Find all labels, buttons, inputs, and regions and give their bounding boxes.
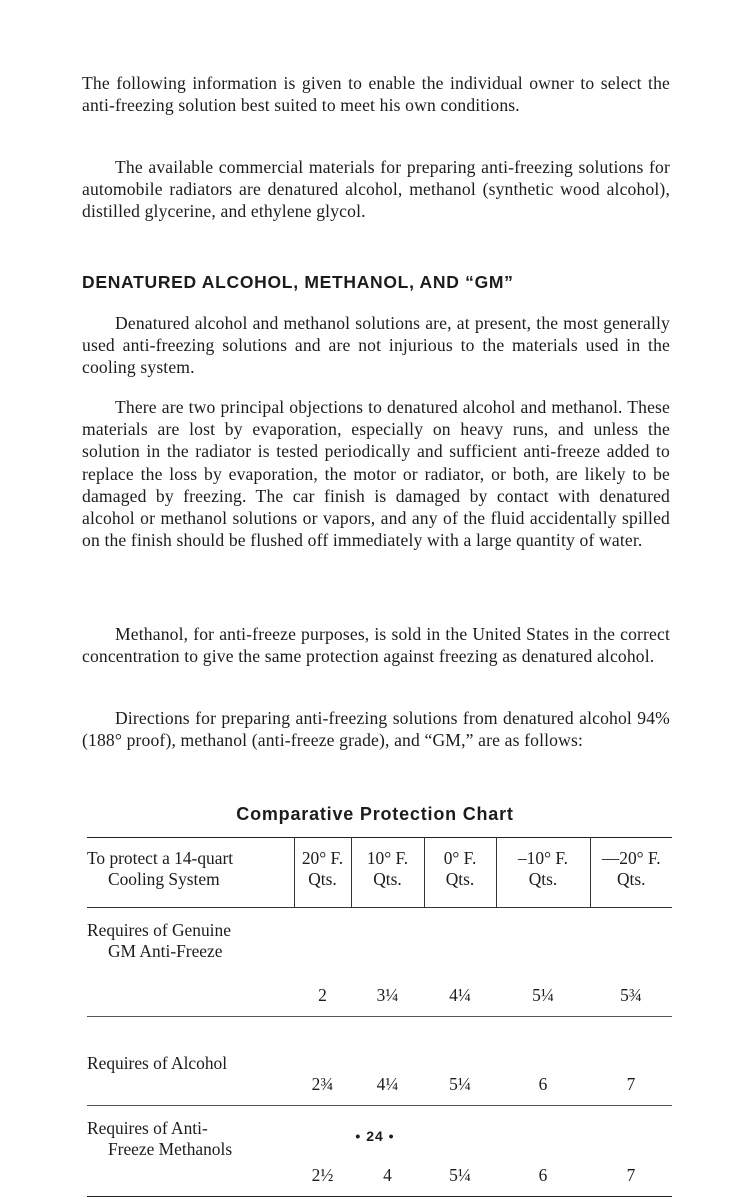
intro-paragraph: [82, 72, 670, 116]
temp-label: 20° F.: [301, 848, 344, 868]
row-label: [87, 1017, 294, 1106]
temp-label: 0° F.: [443, 848, 477, 868]
table-row-gm-antifreeze: [87, 908, 672, 1017]
page-number: • 24 •: [355, 1128, 395, 1144]
value-cell: 3¼: [376, 985, 399, 1005]
usage-text: Denatured alcohol and methanol solutions are, at present, the most generally used anti-freezing solutions and are not injurious to the materials used in the cooling system.: [82, 313, 670, 378]
chart-header-row: [87, 838, 672, 908]
value-cell: 7: [626, 1074, 636, 1094]
value-cell: 5¼: [449, 1165, 471, 1185]
directions-paragraph: [82, 707, 670, 751]
value-cell: 6: [538, 1165, 548, 1185]
usage-paragraph: [82, 312, 670, 379]
row-label: [87, 908, 294, 1017]
value-cell: 4: [383, 1165, 392, 1185]
value-cell: 5¼: [532, 985, 554, 1005]
value-cell: 7: [626, 1165, 636, 1185]
value-cell: 2: [318, 985, 327, 1005]
temp-label: –10° F.: [517, 848, 568, 868]
header-label-line2: Cooling System: [108, 869, 220, 889]
row-label-line1: Requires of Alcohol: [87, 1052, 228, 1073]
row-label-line2: GM Anti-Freeze: [108, 941, 223, 961]
temp-label: 10° F.: [366, 848, 409, 868]
row-label-line1: Requires of Anti-: [87, 1118, 208, 1138]
directions-text: Directions for preparing anti-freezing solutions from denatured alcohol 94% (188° proof), methanol (anti-freeze grade), and “GM,” are as follows:: [82, 708, 670, 751]
row-label-line1: Requires of Genuine: [87, 920, 231, 940]
table-row-methanols: [87, 1106, 672, 1197]
row-label: [87, 1106, 294, 1197]
unit-label: Qts.: [373, 869, 402, 889]
objections-text: There are two principal objections to denatured alcohol and methanol. These materials are lost by evaporation, especially on heavy runs, and unless the solution in the radiator is tested periodically and sufficient anti-freeze added to replace the loss by evaporation, the motor or radiator, or both, are likely to be damaged by freezing. The car finish is damaged by contact with denatured alcohol or methanol solutions or vapors, and any of the fluid accidentally spilled on the finish should be flushed off immediately with a large quantity of water.: [82, 397, 670, 551]
section-heading: DENATURED ALCOHOL, METHANOL, AND “GM”: [82, 272, 514, 292]
value-cell: 4¼: [376, 1074, 399, 1094]
value-cell: 5¾: [620, 985, 642, 1005]
table-row-alcohol: [87, 1017, 672, 1106]
materials-paragraph: [82, 156, 670, 223]
header-temp-minus10f: [496, 838, 590, 908]
intro-text: The following information is given to enable the individual owner to select the anti-freezing solution best suited to meet his own conditions.: [82, 73, 670, 116]
value-cell: 2½: [311, 1165, 334, 1185]
value-cell: 5¼: [449, 1074, 471, 1094]
value-cell: 4¼: [449, 985, 471, 1005]
chart-title: Comparative Protection Chart: [236, 804, 514, 824]
value-cell: 2¾: [311, 1074, 334, 1094]
header-temp-minus20f: [590, 838, 672, 908]
methanol-sale-paragraph: [82, 623, 670, 667]
value-cell: 6: [538, 1074, 548, 1094]
header-label-line1: To protect a 14-quart: [87, 848, 234, 868]
header-temp-0f: [424, 838, 496, 908]
materials-text: The available commercial materials for preparing anti-freezing solutions for automobile radiators are denatured alcohol, methanol (synthetic wood alcohol), distilled glycerine, and ethylene glycol.: [82, 157, 670, 222]
row-label-line2: Freeze Methanols: [108, 1139, 233, 1159]
unit-label: Qts.: [528, 869, 558, 889]
header-temp-10f: [351, 838, 424, 908]
header-temp-20f: [294, 838, 351, 908]
objections-paragraph: [82, 396, 670, 551]
header-label-cell: [87, 838, 294, 908]
unit-label: Qts.: [445, 869, 475, 889]
temp-label: —20° F.: [601, 848, 661, 868]
unit-label: Qts.: [616, 869, 646, 889]
unit-label: Qts.: [308, 869, 337, 889]
methanol-sale-text: Methanol, for anti-freeze purposes, is sold in the United States in the correct concentration to give the same protection against freezing as denatured alcohol.: [82, 624, 670, 667]
